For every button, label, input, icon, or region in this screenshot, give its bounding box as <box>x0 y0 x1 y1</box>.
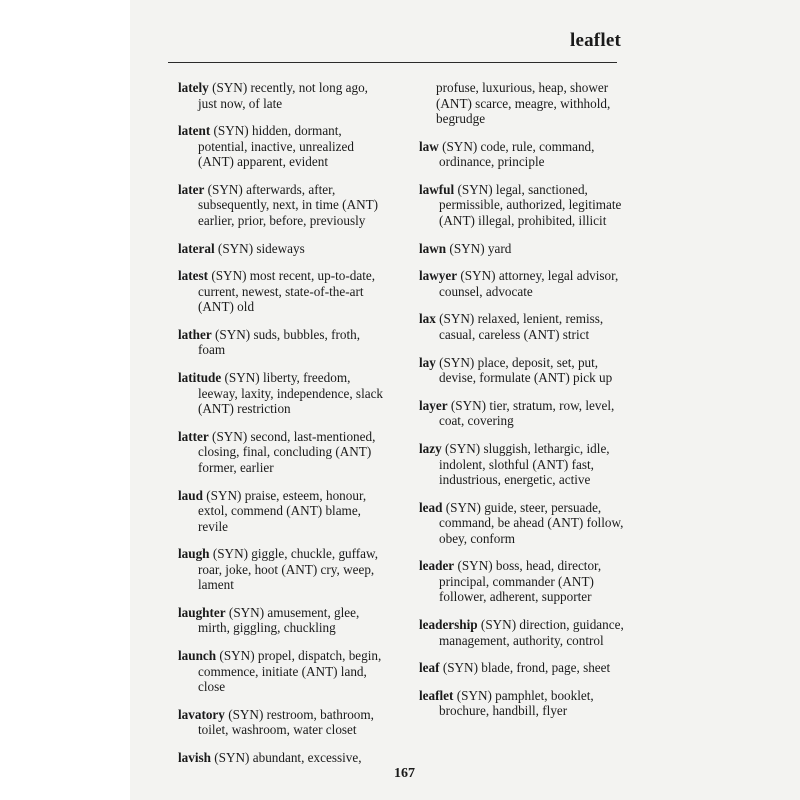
entry-headword: laud <box>178 487 203 503</box>
dictionary-entry <box>419 355 629 386</box>
entry-definition: (SYN) propel, dispatch, begin, commence, initiate (ANT) land, close <box>198 648 382 695</box>
dictionary-entry <box>178 268 388 315</box>
entry-definition: profuse, luxurious, heap, shower (ANT) scarce, meagre, withhold, begrudge <box>436 80 611 126</box>
entry-definition: (SYN) pamphlet, booklet, brochure, handbill, flyer <box>439 687 594 719</box>
dictionary-entry <box>419 617 629 648</box>
entry-headword: lately <box>178 80 209 95</box>
dictionary-entry <box>178 182 388 229</box>
entry-headword: leaflet <box>419 687 454 703</box>
dictionary-entry <box>419 268 629 299</box>
dictionary-entry <box>178 605 388 636</box>
dictionary-entry <box>419 311 629 342</box>
dictionary-entry <box>419 182 629 229</box>
entry-headword: lazy <box>419 441 442 456</box>
entry-headword: law <box>419 138 439 154</box>
entry-headword: layer <box>419 397 448 413</box>
dictionary-entry <box>178 80 388 111</box>
entry-definition: (SYN) direction, guidance, management, authority, control <box>439 617 624 648</box>
dictionary-entry <box>178 241 388 257</box>
right-column <box>419 80 629 731</box>
dictionary-entry <box>178 123 388 170</box>
entry-headword: lax <box>419 311 436 327</box>
entry-headword: leadership <box>419 617 478 633</box>
dictionary-entry <box>419 500 629 547</box>
entry-definition: (SYN) yard <box>449 240 512 256</box>
entry-definition: (SYN) praise, esteem, honour, extol, commend (ANT) blame, revile <box>198 487 367 534</box>
entry-headword: lavatory <box>178 706 225 722</box>
dictionary-entry <box>178 327 388 358</box>
entry-headword: latitude <box>178 370 222 386</box>
entry-definition: (SYN) abundant, excessive, <box>214 749 362 765</box>
dictionary-entry <box>419 139 629 170</box>
entry-definition: (SYN) amusement, glee, mirth, giggling, chuckling <box>198 604 360 636</box>
dictionary-entry <box>419 441 629 488</box>
dictionary-entry <box>178 429 388 476</box>
entry-definition: (SYN) giggle, chuckle, guffaw, roar, joke, hoot (ANT) cry, weep, lament <box>198 546 378 593</box>
entry-headword: lawful <box>419 181 455 197</box>
entry-definition: (SYN) recently, not long ago, just now, of late <box>198 80 368 111</box>
dictionary-entry <box>419 80 629 127</box>
dictionary-entry <box>419 398 629 429</box>
dictionary-entry <box>419 660 629 676</box>
entry-headword: leaf <box>419 660 440 676</box>
entry-definition: (SYN) sluggish, lethargic, idle, indolent, slothful (ANT) fast, industrious, energetic, active <box>439 441 610 487</box>
entry-headword: lateral <box>178 240 215 256</box>
entry-headword: lead <box>419 499 443 515</box>
entry-definition: (SYN) attorney, legal advisor, counsel, advocate <box>439 268 619 299</box>
dictionary-entry <box>178 750 388 766</box>
entry-definition: (SYN) place, deposit, set, put, devise, formulate (ANT) pick up <box>439 354 613 386</box>
entry-definition: (SYN) liberty, freedom, leeway, laxity, independence, slack (ANT) restriction <box>198 370 384 417</box>
dictionary-entry <box>178 707 388 738</box>
entry-headword: lawyer <box>419 268 458 284</box>
entry-headword: later <box>178 181 205 197</box>
entry-definition: (SYN) code, rule, command, ordinance, principle <box>439 138 595 170</box>
entry-definition: (SYN) legal, sanctioned, permissible, authorized, legitimate (ANT) illegal, prohibited, illicit <box>439 181 622 228</box>
entry-definition: (SYN) tier, stratum, row, level, coat, covering <box>439 397 615 429</box>
dictionary-entry <box>178 370 388 417</box>
entry-headword: lay <box>419 354 436 370</box>
entry-headword: leader <box>419 558 455 574</box>
entry-headword: launch <box>178 648 217 664</box>
entry-definition: (SYN) most recent, up-to-date, current, newest, state-of-the-art (ANT) old <box>198 268 376 315</box>
entry-definition: (SYN) suds, bubbles, froth, foam <box>198 326 361 358</box>
dictionary-entry <box>178 648 388 695</box>
entry-headword: latest <box>178 268 209 284</box>
entry-headword: latent <box>178 123 211 139</box>
entry-definition: (SYN) hidden, dormant, potential, inactive, unrealized (ANT) apparent, evident <box>198 123 354 170</box>
entry-headword: latter <box>178 428 209 444</box>
dictionary-entry <box>419 241 629 257</box>
entry-definition: (SYN) sideways <box>217 240 305 256</box>
entry-headword: lather <box>178 326 212 342</box>
dictionary-entry <box>419 558 629 605</box>
entry-definition: (SYN) boss, head, director, principal, commander (ANT) follower, adherent, supporter <box>439 558 602 605</box>
guide-word: leaflet <box>570 30 621 51</box>
entry-definition: (SYN) afterwards, after, subsequently, next, in time (ANT) earlier, prior, before, previously <box>198 181 379 228</box>
page-number: 167 <box>394 766 415 781</box>
entry-definition: (SYN) restroom, bathroom, toilet, washroom, water closet <box>198 706 374 738</box>
dictionary-entry <box>419 688 629 719</box>
left-column <box>178 80 388 778</box>
entry-definition: (SYN) guide, steer, persuade, command, be ahead (ANT) follow, obey, conform <box>439 499 624 546</box>
entry-definition: (SYN) blade, frond, page, sheet <box>442 660 611 676</box>
entry-headword: lawn <box>419 240 447 256</box>
entry-headword: laugh <box>178 546 210 562</box>
entry-definition: (SYN) relaxed, lenient, remiss, casual, careless (ANT) strict <box>439 311 604 342</box>
header-rule <box>168 62 617 63</box>
entry-headword: laughter <box>178 604 226 620</box>
dictionary-entry <box>178 488 388 535</box>
dictionary-entry <box>178 546 388 593</box>
entry-definition: (SYN) second, last-mentioned, closing, final, concluding (ANT) former, earlier <box>198 428 376 475</box>
entry-headword: lavish <box>178 749 211 765</box>
